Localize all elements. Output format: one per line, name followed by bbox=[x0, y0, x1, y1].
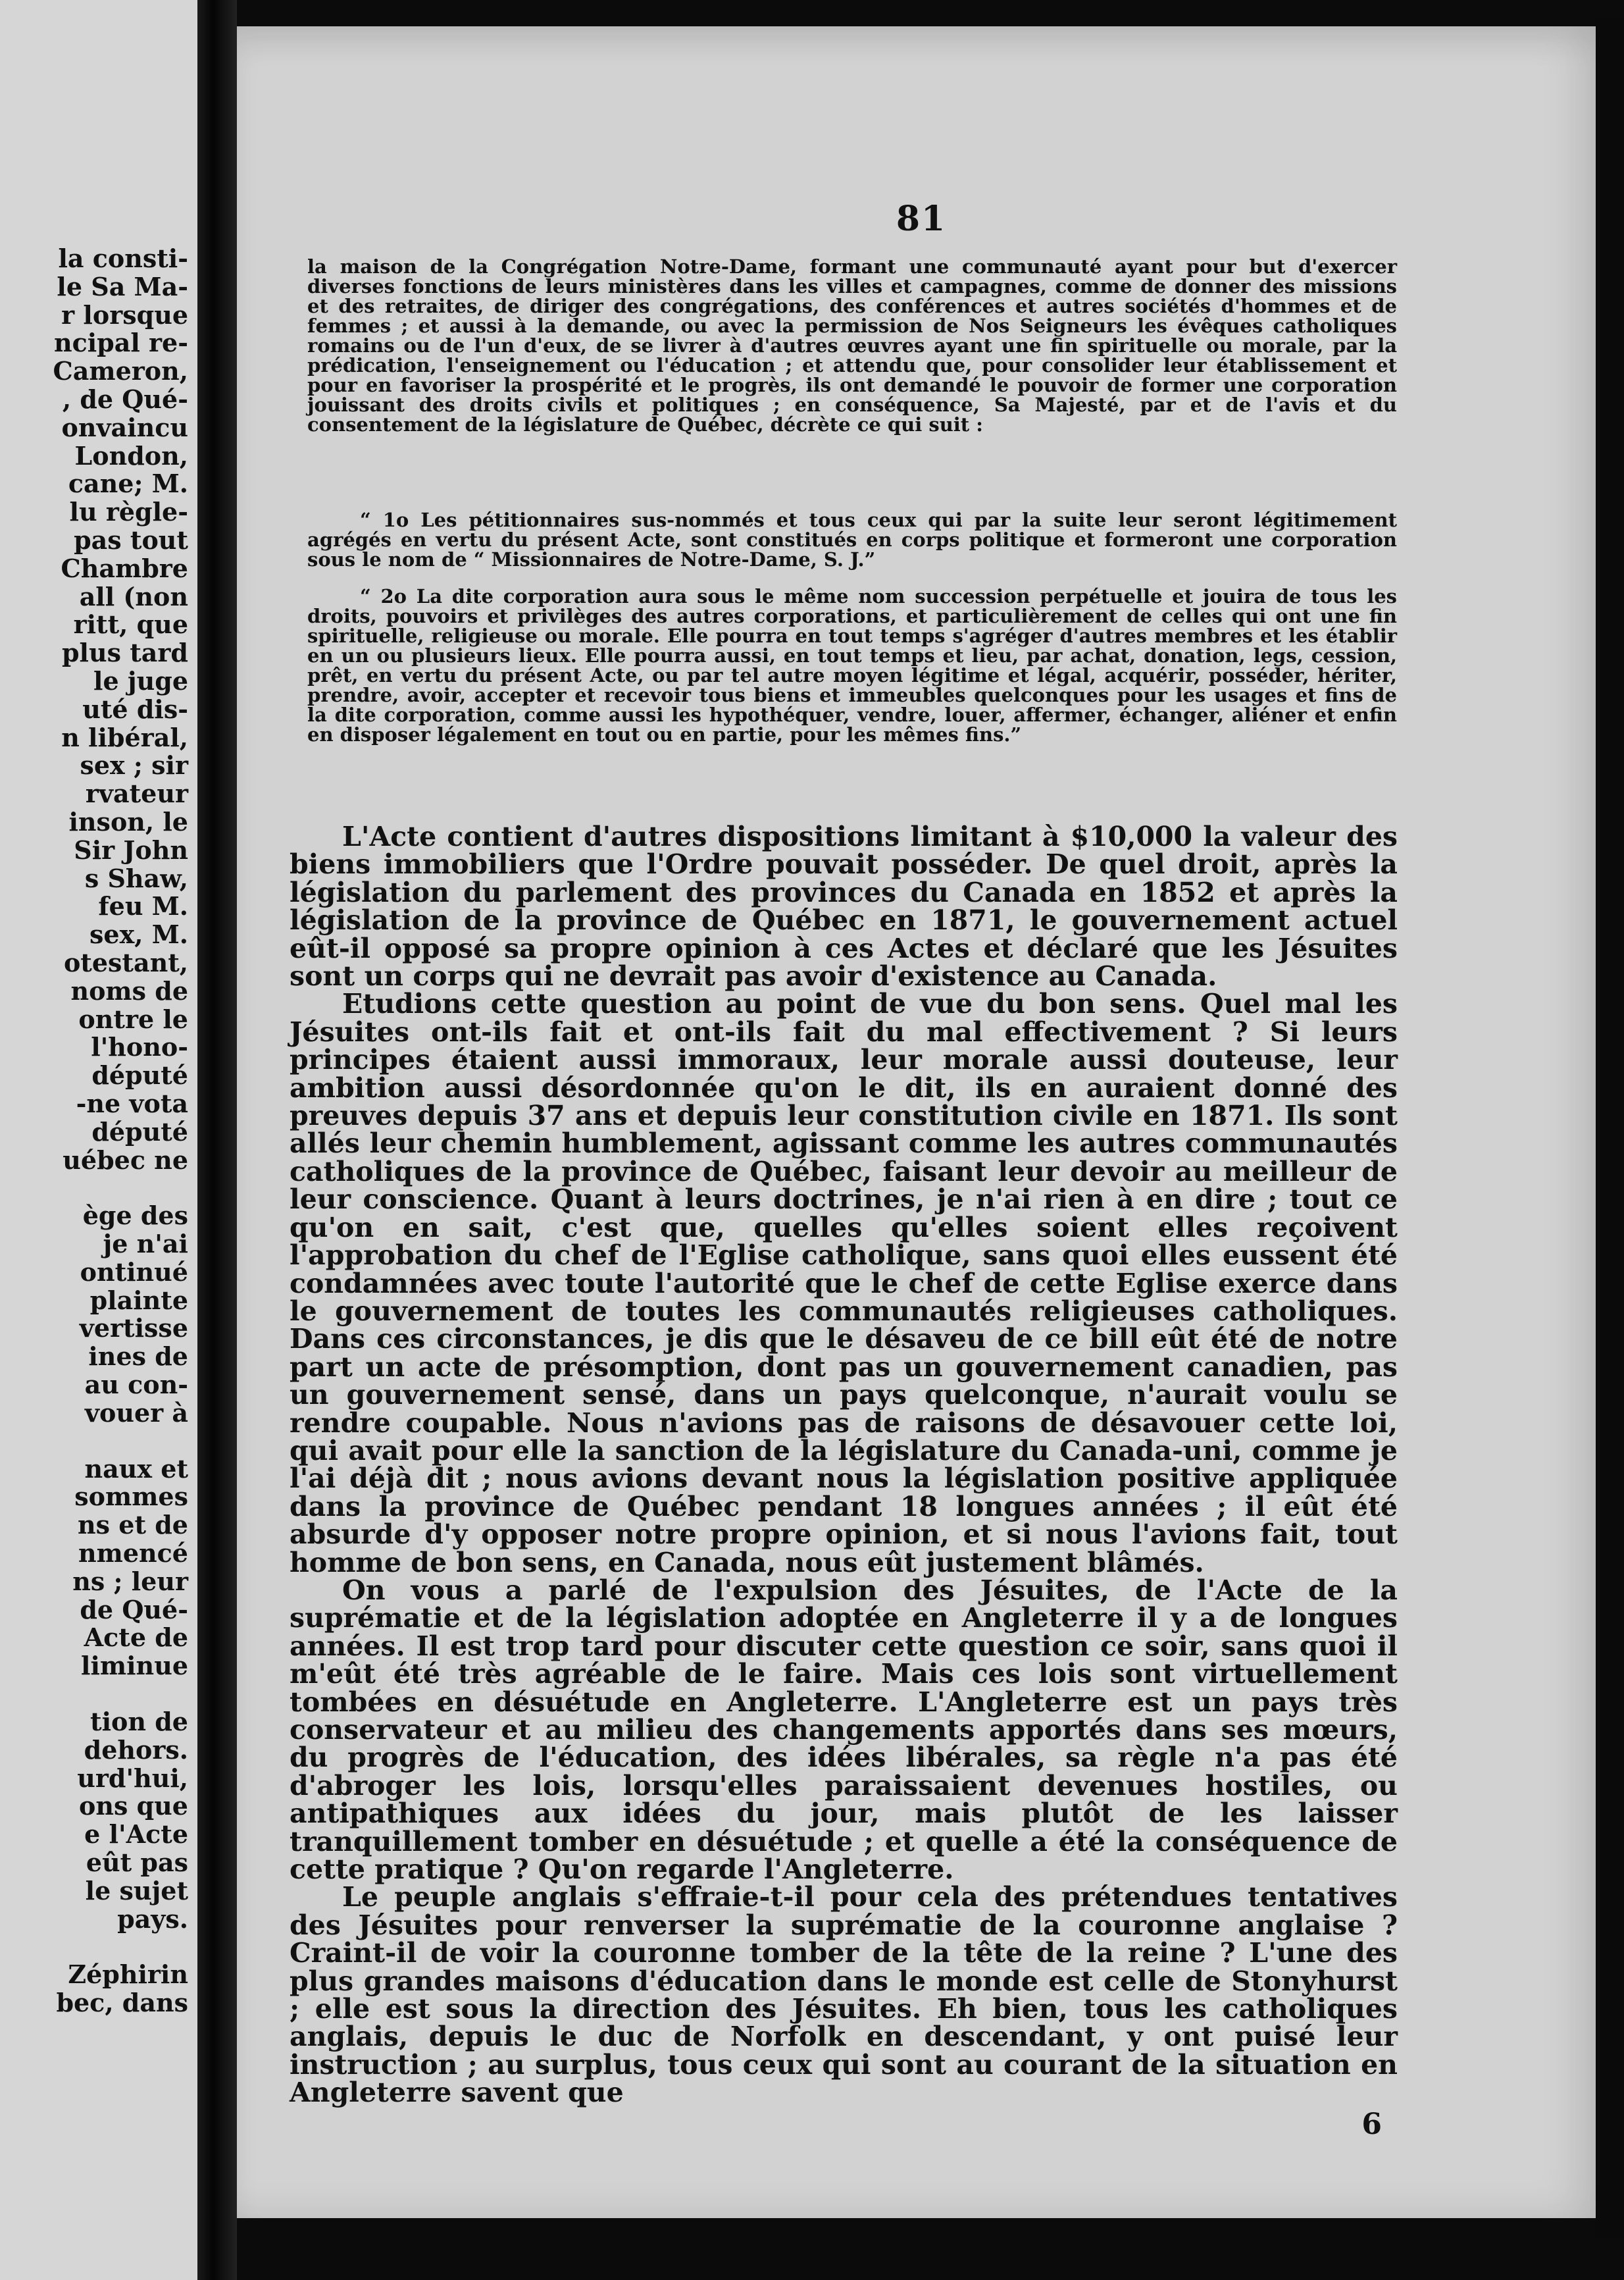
prev-line: pas tout bbox=[74, 525, 188, 555]
prev-line: de Qué- bbox=[80, 1594, 188, 1624]
prev-line: député bbox=[91, 1116, 188, 1147]
prev-line: ns et de bbox=[78, 1510, 188, 1540]
prev-line: plainte bbox=[89, 1285, 188, 1315]
previous-page-fragment bbox=[0, 0, 197, 2280]
scan-edge bbox=[1596, 20, 1624, 2238]
prev-line: ontre le bbox=[78, 1004, 188, 1034]
paragraph: Etudions cette question au point de vue du bon sens. Quel mal les Jésuites ont-ils fait et ont-ils fait du mal effectivement ? Si leurs principes étaient aussi immoraux, leur morale aussi douteuse, leur ambition aussi désordonnée qu'on le dit, ils en auraient donné des preuves depuis 37 ans et depuis leur constitution civile en 1871. Ils sont allés leur chemin humblement, agissant comme les autres communautés catholiques de la province de Québec, faisant leur devoir au meilleur de leur conscience. Quant à leurs doctrines, je n'ai rien à en dire ; tout ce qu'on en sait, c'est que, quelles qu'elles soient elles reçoivent l'approbation du chef de l'Eglise catholique, sans quoi elles eussent été condamnées avec toute l'autorité que le chef de cette Eglise exerce dans le gouvernement de toutes les communautés religieuses catholiques. Dans ces circonstances, je dis que le désaveu de ce bill eût été de notre part un acte de présomption, dont pas un gouvernement canadien, pas un gouvernement sensé, dans un pays quelconque, n'aurait voulu se rendre coupable. Nous n'avions pas de raisons de désavouer cette loi, qui avait pour elle la sanction de la législature du Canada-uni, comme je l'ai déjà dit ; nous avions devant nous la législation positive appliquée dans la province de Québec pendant 18 longues années ; il eût été absurde d'y opposer notre propre opinion, et si nous l'avions fait, tout homme de bon sens, en Canada, nous eût justement blâmés. bbox=[290, 988, 1398, 1578]
page-81 bbox=[237, 26, 1606, 2218]
prev-line: le juge bbox=[93, 665, 188, 696]
prev-line: ns ; leur bbox=[72, 1566, 188, 1596]
prev-line: tion de bbox=[90, 1707, 188, 1737]
prev-line: la consti- bbox=[58, 244, 188, 273]
prev-line: feu M. bbox=[98, 891, 188, 921]
prev-line: au con- bbox=[84, 1370, 188, 1400]
preamble-text: la maison de la Congrégation Notre-Dame, formant une communauté ayant pour but d'exercer diverses fonctions de leurs ministères dans les villes et campagnes, comme de donner des missions et des retraites, de diriger des congrégations, des conférences et autres sociétés d'hommes et de femmes ; et aussi à la demande, ou avec la permission de Nos Seigneurs les évêques catholiques romains ou de l'un d'eux, de se livrer à d'autres œuvres ayant une fin spirituelle ou morale, par la prédication, l'enseignement ou l'éducation ; et attendu que, pour consolider leur établissement et pour en favoriser la prospérité et le progrès, ils ont demandé le pouvoir de former une corporation jouissant des droits civils et politiques ; en conséquence, Sa Majesté, par et de l'avis et du consentement de la législature de Québec, décrète ce qui suit : bbox=[307, 255, 1397, 436]
prev-line: London, bbox=[74, 440, 188, 471]
previous-page-text-column bbox=[0, 245, 188, 2017]
prev-line: ncipal re- bbox=[53, 328, 188, 358]
prev-line: Acte de bbox=[84, 1622, 188, 1653]
paragraph-gap bbox=[0, 1428, 188, 1455]
prev-line: ritt, que bbox=[73, 609, 188, 640]
prev-line: vertisse bbox=[79, 1313, 188, 1343]
prev-line: cane; M. bbox=[68, 469, 188, 499]
prev-line: inson, le bbox=[68, 806, 188, 837]
prev-line: pays. bbox=[117, 1904, 188, 1934]
prev-line: Zéphirin bbox=[68, 1959, 188, 1990]
prev-line: e l'Acte bbox=[84, 1819, 188, 1850]
prev-line: urd'hui, bbox=[77, 1763, 188, 1793]
prev-line: onvaincu bbox=[61, 412, 188, 442]
prev-line: ontinué bbox=[80, 1257, 188, 1287]
prev-line: ège des bbox=[82, 1201, 188, 1231]
prev-line: eût pas bbox=[86, 1848, 188, 1878]
prev-line: liminue bbox=[81, 1651, 188, 1681]
prev-line: bec, dans bbox=[56, 1988, 188, 2018]
prev-line: vouer à bbox=[84, 1397, 188, 1428]
prev-line: sex ; sir bbox=[80, 750, 188, 781]
prev-line: sommes bbox=[74, 1482, 188, 1512]
prev-line: lu règle- bbox=[69, 497, 188, 527]
prev-line: Sir John bbox=[74, 835, 188, 865]
prev-line: Cameron, bbox=[53, 356, 188, 386]
book-gutter bbox=[197, 0, 237, 2280]
article-2: “ 2o La dite corporation aura sous le même nom succession perpétuelle et jouira de tous les droits, pouvoirs et privilèges des autres corporations, et particulièrement de celles qui ont une fin spirituelle, religieuse ou morale. Elle pourra en tout temps s'agréger d'autres membres et les établir en un ou plusieurs lieux. Elle pourra aussi, en tout temps et lieu, par achat, donation, legs, cession, prêt, en vertu du présent Acte, ou par tel autre moyen légitime et légal, acquérir, posséder, hériter, prendre, avoir, accepter et recevoir tous biens et immeubles quelconques pour les usages et fins de la dite corporation, comme aussi les hypothéquer, vendre, louer, affermer, échanger, aliéner et enfin en disposer légalement en tout ou en partie, pour les mêmes fins.” bbox=[307, 585, 1397, 746]
paragraph: On vous a parlé de l'expulsion des Jésuites, de l'Acte de la suprématie et de la législation adoptée en Angleterre il y a de longues années. Il est trop tard pour discuter cette question ce soir, sans quoi il m'eût été très agréable de le faire. Mais ces lois sont virtuellement tombées en désuétude en Angleterre. L'Angleterre est un pays très conservateur et au milieu des changements apportés dans ses mœurs, du progrès de l'éducation, des idées libérales, sa règle n'a pas été d'abroger les lois, lorsqu'elles paraissaient devenues hostiles, ou antipathiques aux idées du jour, mais plutôt de les laisser tranquillement tomber en désuétude ; et quelle a été la conséquence de cette pratique ? Qu'on regarde l'Angleterre. bbox=[290, 1574, 1398, 1886]
body-text bbox=[290, 823, 1398, 2107]
prev-line: , de Qué- bbox=[62, 384, 188, 414]
prev-line: l'hono- bbox=[91, 1032, 188, 1062]
signature-mark: 6 bbox=[1361, 2108, 1382, 2141]
prev-line: uté dis- bbox=[82, 694, 188, 724]
paragraph-gap bbox=[0, 1174, 188, 1202]
prev-line: s Shaw, bbox=[84, 863, 188, 893]
prev-line: nmencé bbox=[78, 1538, 188, 1568]
prev-line: naux et bbox=[84, 1453, 188, 1484]
prev-line: rvateur bbox=[85, 779, 188, 809]
article-1: “ 1o Les pétitionnaires sus-nommés et tous ceux qui par la suite leur seront légitimement agrégés en vertu du présent Acte, sont constitués en corps politique et formeront une corporation sous le nom de “ Missionnaires de Notre-Dame, S. J.” bbox=[307, 509, 1397, 571]
prev-line: -ne vota bbox=[76, 1088, 188, 1118]
prev-line: sex, M. bbox=[89, 920, 188, 950]
prev-line: r lorsque bbox=[61, 299, 188, 330]
page-number: 81 bbox=[896, 199, 947, 239]
prev-line: le sujet bbox=[85, 1875, 188, 1905]
prev-line: je n'ai bbox=[103, 1229, 188, 1259]
prev-line: ines de bbox=[88, 1341, 188, 1372]
paragraph: L'Acte contient d'autres dispositions limitant à $10,000 la valeur des biens immobiliers que l'Ordre pouvait posséder. De quel droit, après la législation du parlement des provinces du Canada en 1852 et après la législation de la province de Québec en 1871, le gouvernement actuel eût-il opposé sa propre opinion à ces Actes et déclaré que les Jésuites sont un corps qui ne devrait pas avoir d'existence au Canada. bbox=[290, 821, 1398, 993]
prev-line: Chambre bbox=[61, 553, 188, 583]
paragraph-gap bbox=[0, 1933, 188, 1961]
prev-line: plus tard bbox=[61, 638, 188, 668]
prev-line: n libéral, bbox=[61, 722, 188, 752]
paragraph: Le peuple anglais s'effraie-t-il pour cela des prétendues tentatives des Jésuites pour renverser la suprématie de la couronne anglaise ? Craint-il de voir la couronne tomber de la tête de la reine ? L'une des plus grandes maisons d'éducation dans le monde est celle de Stonyhurst ; elle est sous la direction des Jésuites. Eh bien, tous les catholiques anglais, depuis le duc de Norfolk en descendant, y ont puisé leur instruction ; au surplus, tous ceux qui sont au courant de la situation en Angleterre savent que bbox=[290, 1881, 1398, 2109]
act-articles bbox=[307, 510, 1397, 762]
prev-line: otestant, bbox=[63, 947, 188, 977]
prev-line: uébec ne bbox=[63, 1145, 188, 1175]
paragraph-gap bbox=[0, 1680, 188, 1708]
prev-line: all (non bbox=[79, 581, 188, 611]
prev-line: dehors. bbox=[84, 1734, 188, 1765]
prev-line: le Sa Ma- bbox=[57, 271, 188, 301]
prev-line: ons que bbox=[79, 1791, 188, 1821]
prev-line: député bbox=[91, 1060, 188, 1091]
prev-line: noms de bbox=[70, 975, 188, 1006]
